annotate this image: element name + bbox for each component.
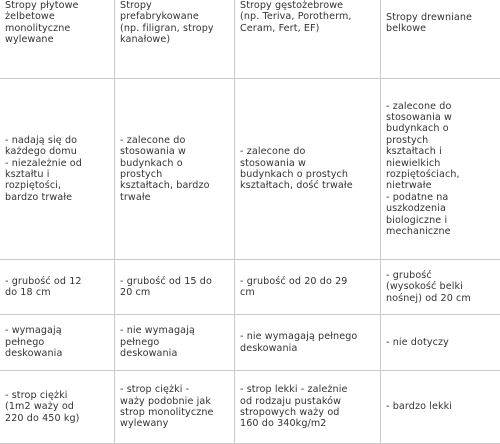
table-cell — [235, 260, 381, 315]
header-cell-monolithic — [0, 0, 115, 79]
table-cell — [0, 79, 115, 260]
header-text: Stropy gęstożebrowe (np. Teriva, Porotherm, Ceram, Fert, EF) — [240, 0, 352, 34]
cell-text: - grubość od 15 do 20 cm — [120, 275, 212, 298]
table-cell — [115, 315, 235, 371]
cell-text: - nadają się do każdego domu - niezależnie od kształtu i rozpiętości, bardzo trwałe — [5, 134, 82, 203]
cell-text: - grubość od 12 do 18 cm — [5, 275, 82, 298]
cell-text: - strop ciężki (1m2 waży od 220 do 450 kg) — [5, 389, 80, 424]
table-cell — [0, 371, 115, 444]
cell-text: - zalecone do stosowania w budynkach o prostych kształtach i niewielkich rozpiętościach, nietrwałe - podatne na uszkodzenia biologiczne i mechaniczne — [386, 100, 460, 238]
header-text: Stropy prefabrykowane (np. filigran, stropy kanałowe) — [120, 0, 214, 46]
header-cell-timber-beam — [381, 0, 500, 79]
cell-text: - grubość (wysokość belki nośnej) od 20 cm — [386, 269, 471, 304]
table-cell — [235, 371, 381, 444]
cell-text: - strop lekki - zależnie od rodzaju pustaków stropowych waży od 160 do 340kg/m2 — [240, 384, 348, 430]
header-text: Stropy płytowe żelbetowe monolityczne wylewane — [5, 0, 79, 46]
table-cell — [381, 371, 500, 444]
table-cell — [0, 260, 115, 315]
cell-text: - bardzo lekki — [386, 401, 453, 413]
cell-text: - zalecone do stosowania w budynkach o prostych kształtach, dość trwałe — [240, 146, 353, 192]
table-cell — [381, 79, 500, 260]
cell-text: - nie wymagają pełnego deskowania — [240, 331, 358, 354]
table-cell — [0, 315, 115, 371]
table-cell — [115, 371, 235, 444]
cell-text: - grubość od 20 do 29 cm — [240, 275, 348, 298]
table-cell — [381, 260, 500, 315]
header-cell-rib-and-block — [235, 0, 381, 79]
table-cell — [115, 260, 235, 315]
header-text: Stropy drewniane belkowe — [386, 12, 473, 35]
cell-text: - nie dotyczy — [386, 336, 449, 348]
table-cell — [115, 79, 235, 260]
table-cell — [235, 79, 381, 260]
cell-text: - strop ciężki - waży podobnie jak strop monolityczne wylewany — [120, 384, 214, 430]
cell-text: - wymagają pełnego deskowania — [5, 325, 63, 360]
cell-text: - nie wymagają pełnego deskowania — [120, 325, 195, 360]
header-cell-prefabricated — [115, 0, 235, 79]
table-cell — [381, 315, 500, 371]
cell-text: - zalecone do stosowania w budynkach o prostych kształtach, bardzo trwałe — [120, 134, 210, 203]
table-cell — [235, 315, 381, 371]
